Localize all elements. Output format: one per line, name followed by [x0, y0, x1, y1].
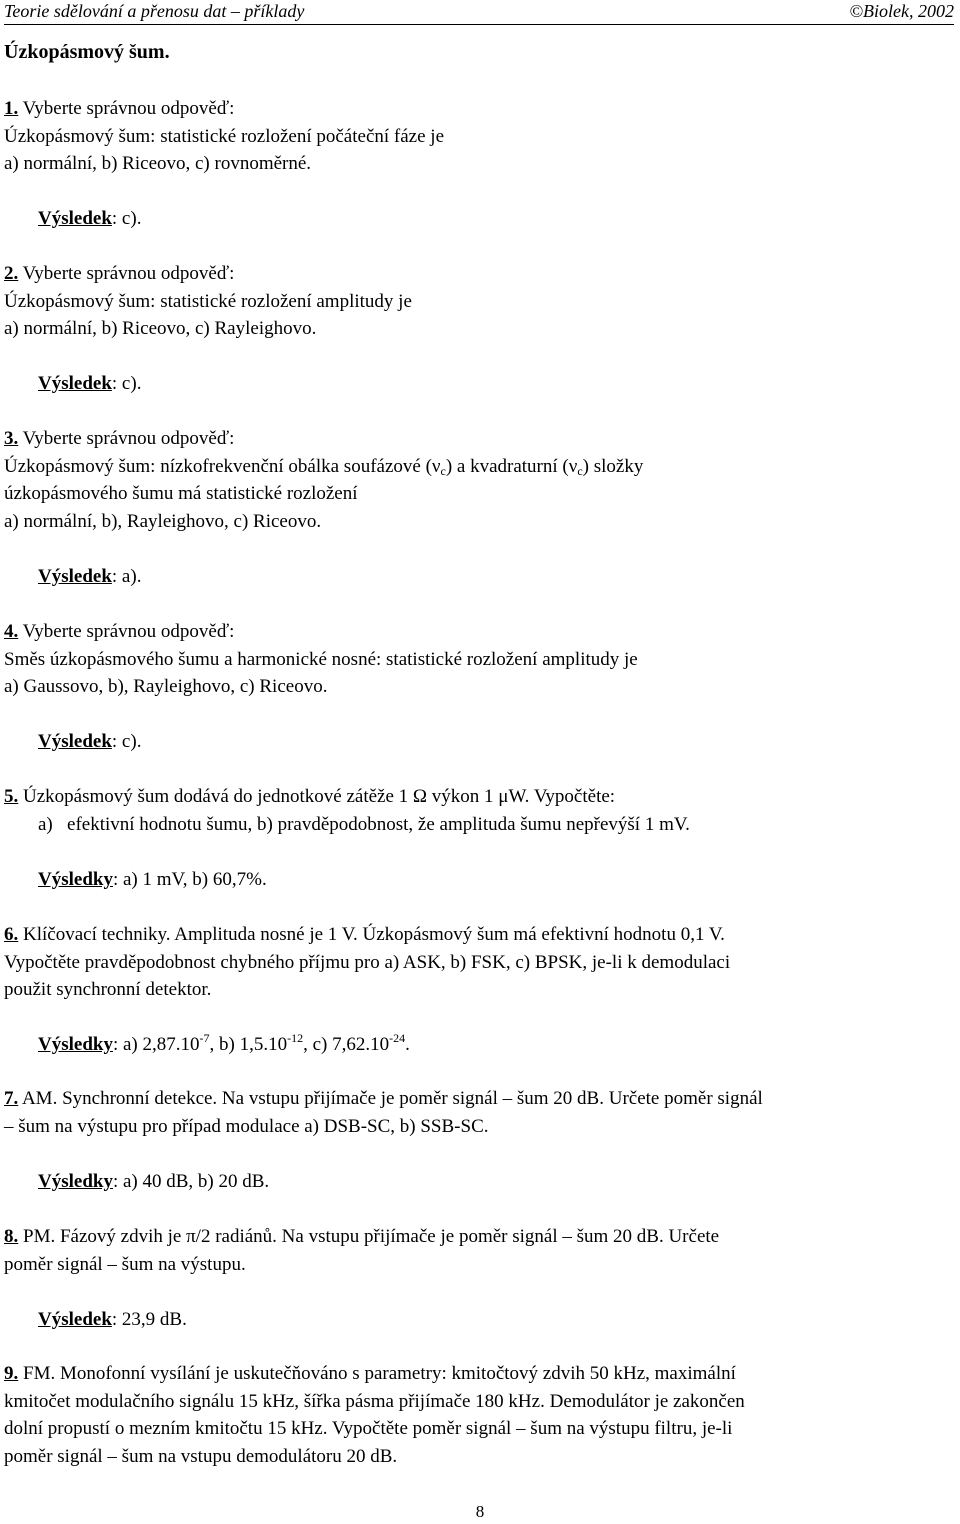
result-5: [4, 866, 960, 894]
question-number: 8.: [4, 1226, 19, 1247]
result-label: Výsledky: [38, 1171, 113, 1192]
question-lead: Klíčovací techniky. Amplituda nosné je 1 V. Úzkopásmový šum má efektivní hodnotu 0,1 V.: [18, 924, 725, 945]
question-text-cont: použit synchronní detektor.: [4, 979, 212, 1000]
question-number: 1.: [4, 98, 19, 119]
section-title: Úzkopásmový šum.: [4, 41, 170, 63]
question-text-cont: úzkopásmového šumu má statistické rozložení: [4, 483, 358, 504]
result-label: Výsledek: [38, 208, 112, 229]
page-header: [4, 0, 954, 25]
question-4: [4, 618, 956, 701]
question-text-cont: dolní propustí o mezním kmitočtu 15 kHz. Vypočtěte poměr signál – šum na výstupu filtru, je-li: [4, 1418, 733, 1439]
question-5: [4, 783, 956, 838]
result-value: : a) 1 mV, b) 60,7%.: [112, 869, 267, 890]
question-lead: FM. Monofonní vysílání je uskutečňováno s parametry: kmitočtový zdvih 50 kHz, maximální: [18, 1363, 736, 1384]
question-lead: Úzkopásmový šum dodává do jednotkové zátěže 1 Ω výkon 1 μW. Vypočtěte:: [18, 786, 616, 807]
question-number: 3.: [4, 428, 19, 449]
question-number: 6.: [4, 924, 19, 945]
result-value: : c).: [111, 373, 142, 394]
question-number: 9.: [4, 1363, 19, 1384]
question-8: [4, 1223, 956, 1278]
result-8: [4, 1306, 960, 1334]
question-text-cont-2: poměr signál – šum na vstupu demodulátoru 20 dB.: [4, 1445, 398, 1467]
question-options: a) normální, b) Riceovo, c) Rayleighovo.: [4, 318, 317, 339]
result-1: [4, 205, 960, 233]
question-lead: Vyberte správnou odpověď:: [18, 98, 235, 119]
result-value: : a).: [111, 566, 142, 587]
question-lead: Vyberte správnou odpověď:: [18, 621, 235, 642]
header-left-text: Teorie sdělování a přenosu dat – příklady: [4, 1, 305, 21]
result-value: : 23,9 dB.: [111, 1309, 187, 1330]
header-right-text: ©Biolek, 2002: [849, 1, 954, 21]
question-options: a) normální, b) Riceovo, c) rovnoměrné.: [4, 153, 312, 174]
question-7: [4, 1085, 956, 1140]
result-7: [4, 1168, 960, 1196]
result-3: [4, 563, 960, 591]
result-label: Výsledek: [38, 731, 112, 752]
question-6: [4, 921, 956, 1004]
question-text: Úzkopásmový šum: statistické rozložení počáteční fáze je: [4, 125, 445, 147]
result-label: Výsledky: [38, 869, 113, 890]
question-text: Směs úzkopásmového šumu a harmonické nosné: statistické rozložení amplitudy je: [4, 648, 638, 670]
result-label: Výsledky: [38, 1034, 113, 1055]
question-text: Vypočtěte pravděpodobnost chybného příjmu pro a) ASK, b) FSK, c) BPSK, je-li k demodulaci: [4, 951, 731, 973]
question-lead: AM. Synchronní detekce. Na vstupu přijímače je poměr signál – šum 20 dB. Určete poměr signál: [18, 1088, 763, 1109]
question-3: [4, 425, 956, 535]
question-number: 4.: [4, 621, 19, 642]
question-2: [4, 260, 956, 343]
result-4: [4, 728, 960, 756]
question-lead: Vyberte správnou odpověď:: [18, 263, 235, 284]
result-value: : a) 40 dB, b) 20 dB.: [112, 1171, 270, 1192]
result-value: : c).: [111, 731, 142, 752]
result-label: Výsledek: [38, 373, 112, 394]
question-text: poměr signál – šum na výstupu.: [4, 1253, 246, 1275]
question-text: a) efektivní hodnotu šumu, b) pravděpodobnost, že amplituda šumu nepřevýší 1 mV.: [38, 813, 690, 835]
question-options: a) Gaussovo, b), Rayleighovo, c) Riceovo.: [4, 676, 328, 697]
question-text: Úzkopásmový šum: nízkofrekvenční obálka soufázové $(\nu_c)$ a kvadraturní $(\nu_c)$ složky: [4, 455, 644, 478]
question-lead: Vyberte správnou odpověď:: [18, 428, 235, 449]
question-lead: PM. Fázový zdvih je π/2 radiánů. Na vstupu přijímače je poměr signál – šum 20 dB. Určete: [18, 1226, 720, 1247]
question-text: kmitočet modulačního signálu 15 kHz, šířka pásma přijímače 180 kHz. Demodulátor je zakončen: [4, 1390, 745, 1412]
result-value: : a) $2,87.10^{-7}$, b) $1,5.10^{-12}$, c) $7,62.10^{-24}$.: [112, 1031, 410, 1055]
result-value: : c).: [111, 208, 142, 229]
question-number: 2.: [4, 263, 19, 284]
question-text: Úzkopásmový šum: statistické rozložení amplitudy je: [4, 290, 412, 312]
question-9: [4, 1360, 956, 1470]
result-6: [4, 1031, 960, 1059]
result-label: Výsledek: [38, 1309, 112, 1330]
question-number: 5.: [4, 786, 19, 807]
result-label: Výsledek: [38, 566, 112, 587]
question-number: 7.: [4, 1088, 19, 1109]
question-text: – šum na výstupu pro případ modulace a) DSB-SC, b) SSB-SC.: [4, 1115, 489, 1137]
question-options: a) normální, b), Rayleighovo, c) Riceovo.: [4, 510, 322, 532]
question-1: [4, 95, 956, 178]
page-number: 8: [475, 1502, 485, 1521]
result-2: [4, 370, 960, 398]
